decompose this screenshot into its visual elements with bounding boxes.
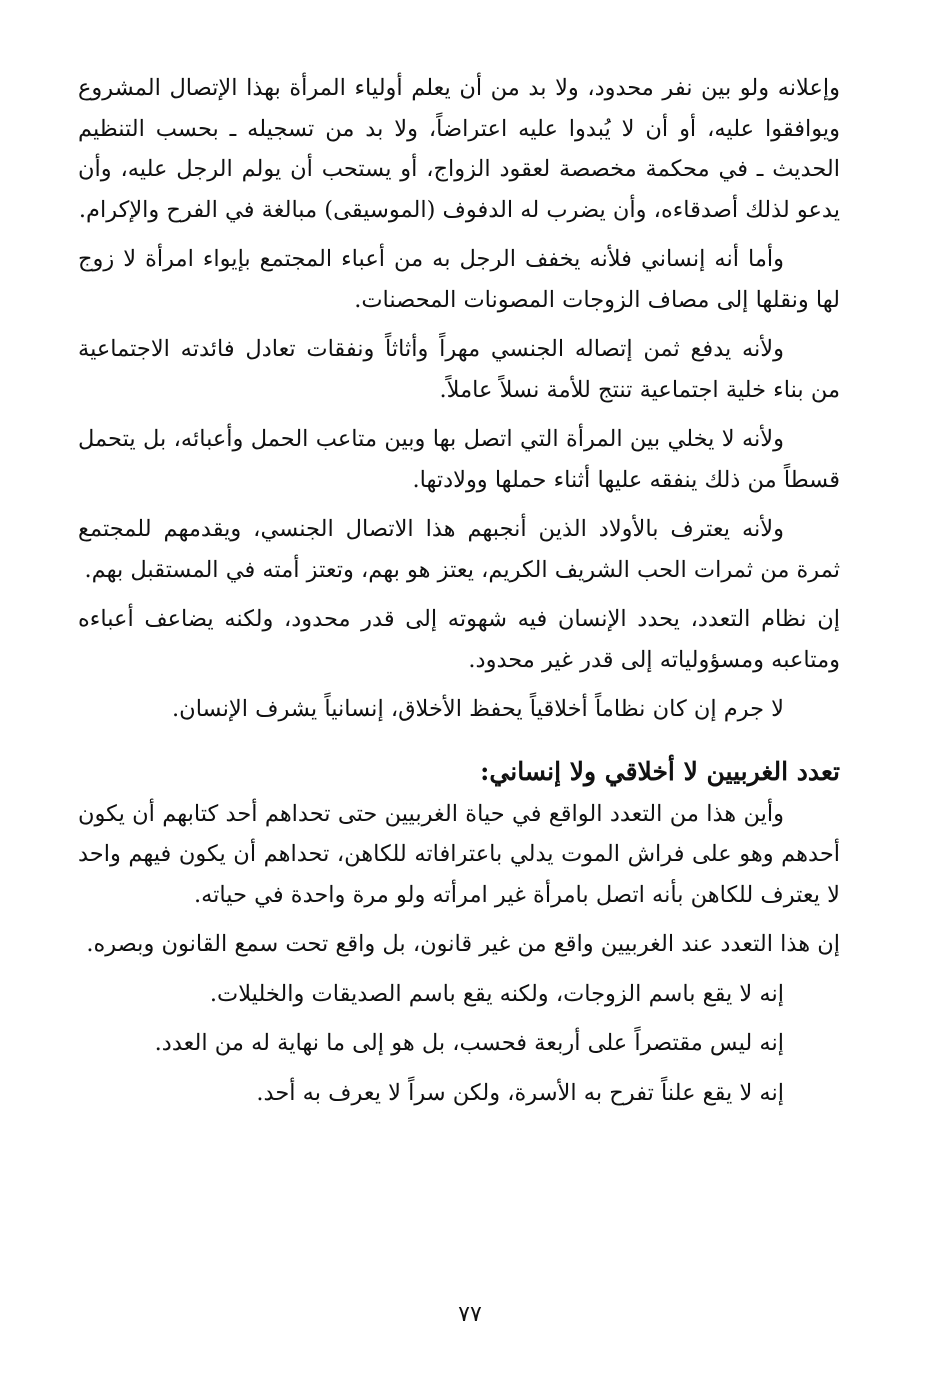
paragraph-humane-reason: وأما أنه إنساني فلأنه يخفف الرجل به من أعباء المجتمع بإيواء امرأة لا زوج لها ونقلها إلى مصاف الزوجات المصونات المحصنات. (78, 246, 840, 313)
page-number: ٧٧ (458, 1302, 482, 1327)
paragraph-conclusion: لا جرم إن كان نظاماً أخلاقياً يحفظ الأخلاق، إنسانياً يشرف الإنسان. (172, 696, 784, 722)
paragraph-not-wives: إنه لا يقع باسم الزوجات، ولكنه يقع باسم الصديقات والخليلات. (209, 980, 784, 1007)
paragraph-secret: إنه لا يقع علناً تفرح به الأسرة، ولكن سراً لا يعرف به أحد. (256, 1079, 784, 1106)
section-heading: تعدد الغربيين لا أخلاقي ولا إنساني: (480, 756, 840, 786)
paragraph-dowry-reason: ولأنه يدفع ثمن إتصاله الجنسي مهراً وأثاثاً ونفقات تعادل فائدته الاجتماعية من بناء خلية اجتماعية تنتج للأمة نسلاً عاملاً. (78, 336, 840, 403)
page-body (78, 68, 840, 1358)
paragraph-continuation: وإعلانه ولو بين نفر محدود، ولا بد من أن يعلم أولياء المرأة بهذا الإتصال المشروع ويوافقوا عليه، أو أن لا يُبدوا عليه اعتراضاً، ولا بد من تسجيله ـ بحسب التنظيم الحديث ـ في محكمة مخصصة لعقود الزواج، أو يستحب أن يولم الرجل عليه، وأن يدعو لذلك أصدقاءه، وأن يضرب له الدفوف (الموسيقى) مبالغة في الفرح والإكرام. (78, 75, 840, 223)
paragraph-pregnancy-reason: ولأنه لا يخلي بين المرأة التي اتصل بها وبين متاعب الحمل وأعبائه، بل يتحمل قسطاً من ذلك ينفقه عليها أثناء حملها وولادتها. (78, 426, 840, 493)
paragraph-western-polygamy: وأين هذا من التعدد الواقع في حياة الغربيين حتى تحداهم أحد كتابهم أن يكون أحدهم وهو على فراش الموت يدلي باعترافاته للكاهن، تحداهم أن يكون فيهم واحد لا يعترف للكاهن بأنه اتصل بامرأة غير امرأته ولو مرة واحدة في حياته. (78, 800, 840, 908)
paragraph-without-law: إن هذا التعدد عند الغربيين واقع من غير قانون، بل واقع تحت سمع القانون وبصره. (86, 931, 840, 957)
paragraph-polygamy-system: إن نظام التعدد، يحدد الإنسان فيه شهوته إلى قدر محدود، ولكنه يضاعف أعباءه ومتاعبه ومسؤولياته إلى قدر غير محدود. (78, 606, 840, 673)
paragraph-children-reason: ولأنه يعترف بالأولاد الذين أنجبهم هذا الاتصال الجنسي، ويقدمهم للمجتمع ثمرة من ثمرات الحب الشريف الكريم، يعتز هو بهم، وتعتز أمته في المستقبل بهم. (78, 516, 840, 583)
paragraph-not-limited: إنه ليس مقتصراً على أربعة فحسب، بل هو إلى ما نهاية له من العدد. (154, 1030, 784, 1056)
